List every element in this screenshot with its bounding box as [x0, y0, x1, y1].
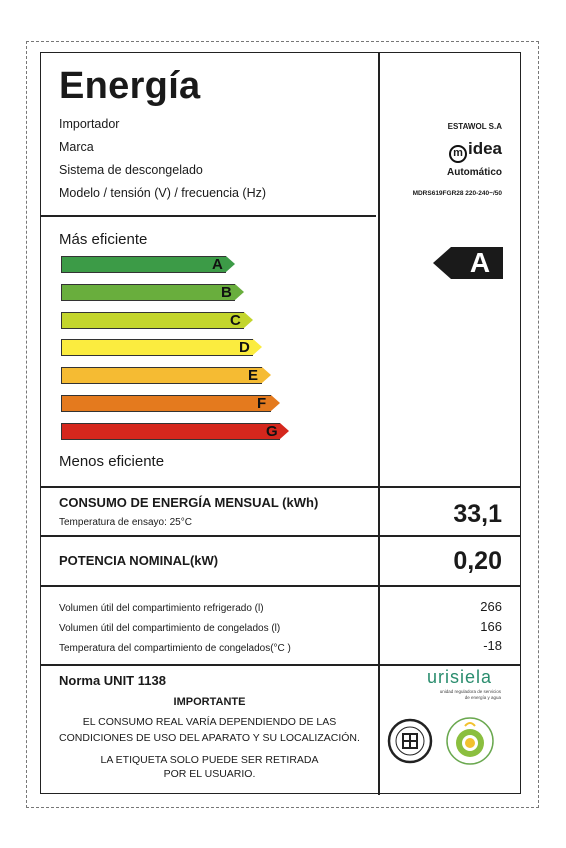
energy-label: [40, 52, 521, 794]
efficiency-bar-letter: G: [266, 422, 278, 440]
efficiency-bar-c: [61, 312, 253, 329]
efficiency-seal-icon: [445, 716, 495, 766]
efficiency-bar-a: [61, 256, 235, 273]
notice-line-2: CONDICIONES DE USO DEL APARATO Y SU LOCALIZACIÓN.: [59, 732, 360, 744]
model-value: MDRS619FGR28 220-240~/50: [412, 190, 502, 197]
power-value: 0,20: [453, 547, 502, 575]
label-title: Energía: [59, 65, 201, 107]
notice-line-1: EL CONSUMO REAL VARÍA DEPENDIENDO DE LAS: [82, 716, 337, 728]
efficiency-bar-tip: [271, 395, 280, 411]
divider-scale: [41, 486, 520, 488]
divider-consumption: [41, 535, 520, 537]
importer-value: ESTAWOL S.A: [447, 122, 502, 131]
ursea-logo: urisiela: [427, 667, 493, 687]
model-label: Modelo / tensión (V) / frecuencia (Hz): [59, 186, 267, 200]
efficiency-bar-tip: [280, 423, 289, 439]
efficiency-bar-d: [61, 339, 262, 356]
divider-header: [41, 215, 376, 217]
efficiency-bar-g: [61, 423, 289, 440]
efficiency-bar-b: [61, 284, 244, 301]
rating-arrow: [433, 247, 503, 279]
efficiency-bar-tip: [244, 312, 253, 328]
freezer-temp-value: -18: [483, 638, 502, 653]
efficiency-bar-e: [61, 367, 271, 384]
volume-refrigerated-value: 266: [480, 599, 502, 614]
efficiency-bar-letter: B: [221, 283, 232, 301]
volume-refrigerated-label: Volumen útil del compartimiento refrigerado (l): [59, 603, 264, 614]
efficiency-bar-body: [61, 312, 244, 329]
norma-label: Norma UNIT 1138: [59, 673, 166, 688]
rating-letter: A: [469, 247, 491, 278]
brand-logo: [449, 139, 502, 163]
defrost-label: Sistema de descongelado: [59, 163, 203, 177]
defrost-value: Automático: [447, 167, 502, 178]
scale-top-label: Más eficiente: [59, 231, 148, 248]
efficiency-bar-tip: [226, 256, 235, 272]
ursea-sub-2: de energía y agua: [464, 695, 501, 700]
efficiency-bar-letter: A: [212, 256, 223, 273]
power-label: POTENCIA NOMINAL(kW): [59, 553, 219, 568]
efficiency-bar-letter: E: [248, 367, 259, 385]
brand-value: idea: [467, 139, 502, 158]
efficiency-bar-tip: [253, 339, 262, 355]
consumption-label: CONSUMO DE ENERGÍA MENSUAL (kWh): [59, 495, 319, 510]
ursea-sub-1: unidad reguladora de servicios: [439, 689, 501, 694]
efficiency-bar-letter: F: [257, 395, 267, 412]
efficiency-bar-body: [61, 367, 262, 384]
unit-seal-icon: [387, 718, 433, 764]
efficiency-bar-body: [61, 395, 271, 412]
efficiency-bar-tip: [262, 367, 271, 383]
efficiency-bar-body: [61, 339, 253, 356]
brand-logo-icon: m: [449, 145, 467, 163]
consumption-value: 33,1: [453, 500, 502, 528]
efficiency-bar-body: [61, 423, 280, 440]
divider-power: [41, 585, 520, 587]
column-divider: [378, 53, 380, 795]
efficiency-bar-tip: [235, 284, 244, 300]
efficiency-bar-body: [61, 284, 235, 301]
notice-line-4: POR EL USUARIO.: [163, 768, 256, 780]
freezer-temp-label: Temperatura del compartimiento de congelados(°C ): [59, 643, 291, 654]
volume-frozen-value: 166: [480, 619, 502, 634]
efficiency-bar-f: [61, 395, 280, 412]
divider-volumes: [41, 664, 520, 666]
brand-label: Marca: [59, 140, 94, 154]
efficiency-bar-letter: D: [239, 339, 250, 357]
important-heading: IMPORTANTE: [173, 696, 246, 708]
scale-bottom-label: Menos eficiente: [59, 453, 165, 470]
efficiency-bar-letter: C: [230, 311, 241, 329]
rating-arrow-tip: [433, 247, 451, 279]
importer-label: Importador: [59, 117, 120, 131]
notice-line-3: LA ETIQUETA SOLO PUEDE SER RETIRADA: [100, 754, 319, 766]
consumption-sub: Temperatura de ensayo: 25°C: [59, 517, 192, 528]
efficiency-bar-body: [61, 256, 226, 273]
volume-frozen-label: Volumen útil del compartimiento de congelados (l): [59, 623, 281, 634]
